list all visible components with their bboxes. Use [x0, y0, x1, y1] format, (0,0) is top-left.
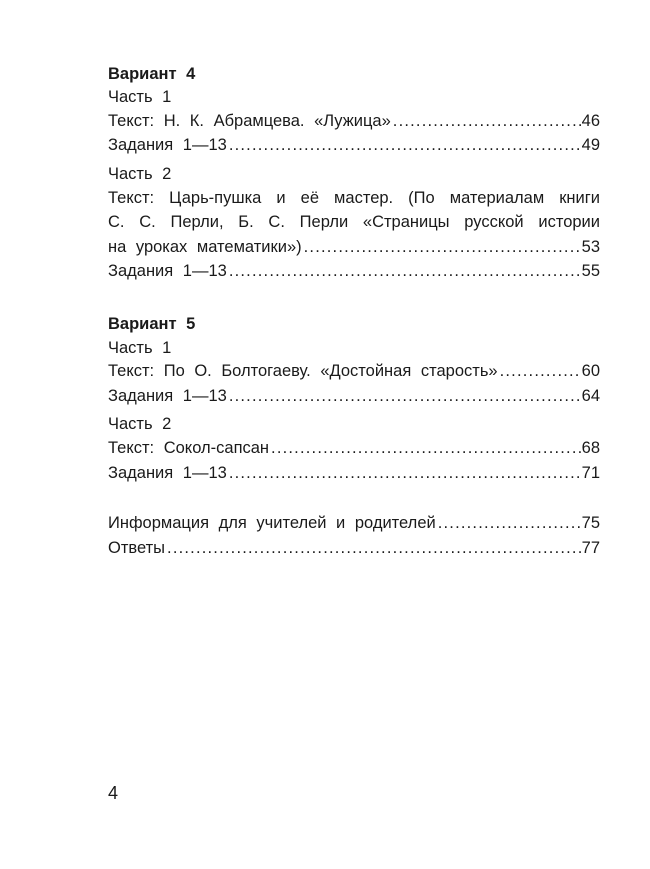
toc-entry-page: 68: [581, 439, 600, 457]
dot-leader: [227, 461, 582, 485]
dot-leader: [227, 384, 582, 408]
dot-leader: [165, 536, 582, 560]
toc-entry[interactable]: [108, 359, 600, 383]
toc-entry-line: Текст: Царь-пушка и её мастер. (По материалам книги: [108, 189, 600, 207]
toc-entry-page: 46: [581, 112, 600, 130]
toc-entry-page: 75: [581, 514, 600, 532]
variant-4-part-2-heading: Часть 2: [108, 165, 172, 183]
dot-leader: [227, 259, 582, 283]
dot-leader: [302, 235, 582, 259]
toc-entry-page: 60: [581, 362, 600, 380]
toc-entry-page: 53: [581, 238, 600, 256]
toc-entry-page: 71: [581, 464, 600, 482]
toc-entry[interactable]: [108, 109, 600, 133]
toc-entry-page: 55: [581, 262, 600, 280]
toc-entry-label: Текст: По О. Болтогаеву. «Достойная старость»: [108, 362, 498, 380]
toc-entry[interactable]: [108, 133, 600, 157]
toc-entry-label: на уроках математики»): [108, 238, 302, 256]
toc-entry-page: 77: [581, 539, 600, 557]
page-number: 4: [108, 783, 119, 803]
dot-leader: [269, 436, 582, 460]
dot-leader: [391, 109, 582, 133]
toc-entry-label: Текст: Н. К. Абрамцева. «Лужица»: [108, 112, 391, 130]
variant-4-part-1-heading: Часть 1: [108, 88, 172, 106]
toc-entry[interactable]: [108, 235, 600, 259]
variant-5-part-2-heading: Часть 2: [108, 415, 172, 433]
toc-entry-label: Текст: Сокол-сапсан: [108, 439, 270, 457]
toc-entry-line: С. С. Перли, Б. С. Перли «Страницы русской истории: [108, 213, 600, 231]
toc-entry-label: Информация для учителей и родителей: [108, 514, 436, 532]
toc-entry-label: Задания 1—13: [108, 387, 227, 405]
toc-entry-info[interactable]: [108, 511, 600, 535]
dot-leader: [227, 133, 582, 157]
variant-5-heading: Вариант 5: [108, 315, 196, 333]
toc-entry-page: 49: [581, 136, 600, 154]
variant-5-part-1-heading: Часть 1: [108, 339, 172, 357]
dot-leader: [436, 511, 582, 535]
variant-4-heading: Вариант 4: [108, 65, 196, 83]
toc-entry-label: Задания 1—13: [108, 136, 227, 154]
toc-entry[interactable]: [108, 384, 600, 408]
toc-entry-label: Задания 1—13: [108, 262, 227, 280]
toc-entry[interactable]: [108, 436, 600, 460]
toc-entry[interactable]: [108, 259, 600, 283]
toc-entry-label: Задания 1—13: [108, 464, 227, 482]
dot-leader: [498, 359, 582, 383]
toc-entry[interactable]: [108, 461, 600, 485]
toc-entry-page: 64: [581, 387, 600, 405]
toc-entry-answers[interactable]: [108, 536, 600, 560]
toc-entry-label: Ответы: [108, 539, 166, 557]
